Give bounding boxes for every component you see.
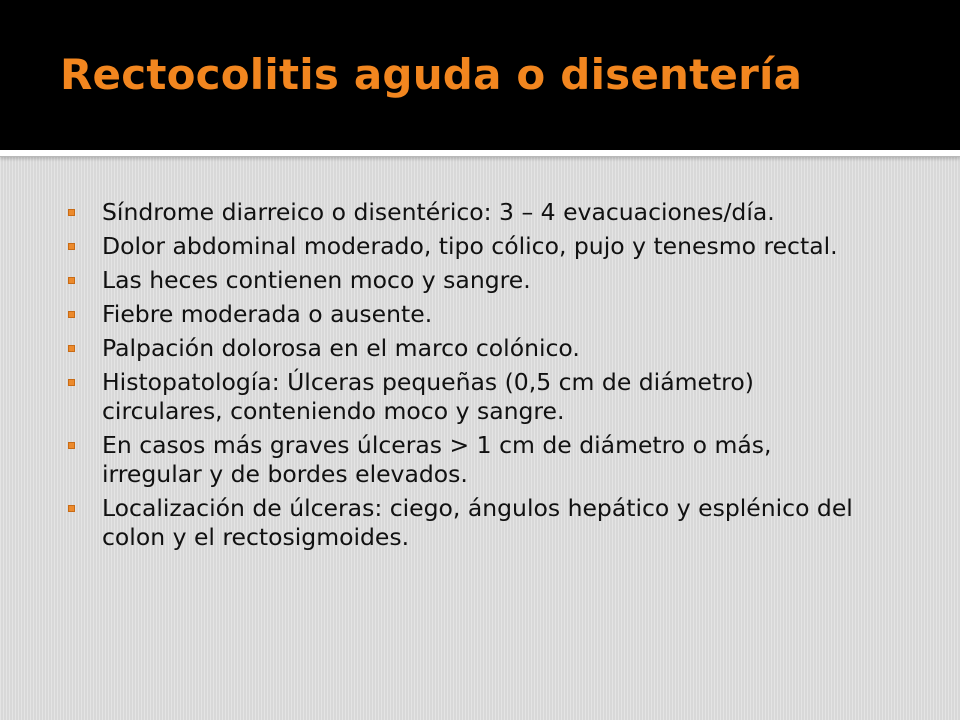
bullet-item xyxy=(68,300,868,329)
bullet-square-icon xyxy=(68,379,75,386)
bullet-text: Síndrome diarreico o disentérico: 3 – 4 evacuaciones/día. xyxy=(102,198,775,226)
bullet-item xyxy=(68,368,868,426)
bullet-text: Histopatología: Úlceras pequeñas (0,5 cm de diámetro) circulares, conteniendo moco y sangre. xyxy=(102,368,754,425)
bullet-item xyxy=(68,198,868,227)
bullet-square-icon xyxy=(68,243,75,250)
bullet-item xyxy=(68,334,868,363)
bullet-item xyxy=(68,266,868,295)
bullet-square-icon xyxy=(68,277,75,284)
bullet-text: Las heces contienen moco y sangre. xyxy=(102,266,531,294)
title-divider xyxy=(0,150,960,157)
bullet-square-icon xyxy=(68,442,75,449)
bullet-square-icon xyxy=(68,209,75,216)
bullet-square-icon xyxy=(68,345,75,352)
bullet-item xyxy=(68,431,868,489)
bullet-text: En casos más graves úlceras > 1 cm de diámetro o más, irregular y de bordes elevados. xyxy=(102,431,772,488)
bullet-square-icon xyxy=(68,505,75,512)
bullet-text: Dolor abdominal moderado, tipo cólico, pujo y tenesmo rectal. xyxy=(102,232,838,260)
bullet-item xyxy=(68,494,868,552)
title-band xyxy=(0,0,960,150)
slide-title: Rectocolitis aguda o disentería xyxy=(60,50,803,99)
bullet-text: Palpación dolorosa en el marco colónico. xyxy=(102,334,580,362)
bullet-text: Localización de úlceras: ciego, ángulos hepático y esplénico del colon y el rectosigmoides. xyxy=(102,494,853,551)
bullet-list xyxy=(68,198,868,557)
bullet-square-icon xyxy=(68,311,75,318)
bullet-item xyxy=(68,232,868,261)
bullet-text: Fiebre moderada o ausente. xyxy=(102,300,433,328)
